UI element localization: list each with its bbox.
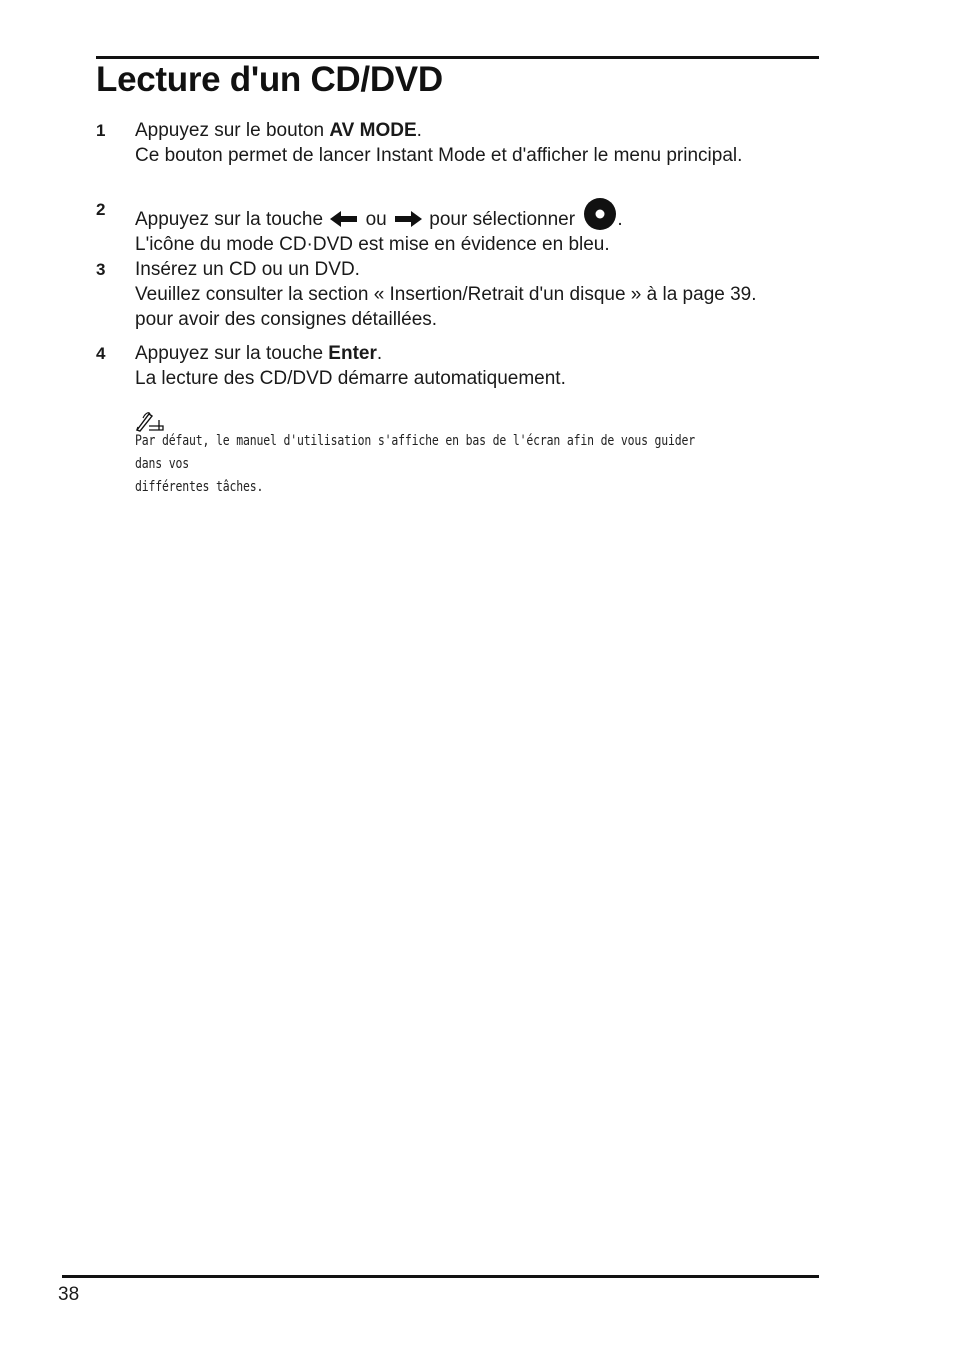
step-text: pour sélectionner	[429, 209, 576, 230]
note-line: Par défaut, le manuel d'utilisation s'affiche en bas de l'écran afin de vous guider dans vos	[135, 433, 696, 472]
step-line: L'icône du mode CD·DVD est mise en évidence en bleu.	[135, 234, 610, 255]
step-line: Insérez un CD ou un DVD.	[135, 259, 360, 280]
step-line: pour avoir des consignes détaillées.	[135, 309, 438, 330]
note-pencil-icon	[135, 410, 167, 432]
step-line	[135, 341, 566, 366]
step-text: Appuyez sur le bouton	[135, 120, 330, 141]
step-text: Appuyez sur la touche	[135, 209, 324, 230]
step-body	[135, 118, 742, 168]
left-arrow-icon	[330, 211, 358, 227]
step-text: Appuyez sur la touche	[135, 343, 329, 364]
enter-key-label: Enter	[328, 343, 377, 364]
step-line: La lecture des CD/DVD démarre automatiquement.	[135, 368, 566, 389]
step-number: 3	[96, 260, 106, 279]
step-line	[135, 197, 623, 232]
bottom-rule	[62, 1275, 819, 1278]
page-title: Lecture d'un CD/DVD	[96, 60, 443, 99]
right-arrow-icon	[394, 211, 422, 227]
av-mode-label: AV MODE	[329, 120, 417, 141]
step-number: 1	[96, 121, 106, 140]
step-text: .	[617, 209, 623, 230]
step-text: .	[416, 120, 422, 141]
step-line	[135, 118, 742, 143]
page-number: 38	[58, 1284, 80, 1305]
top-rule	[96, 56, 819, 59]
step-number: 2	[96, 200, 106, 219]
step-line: Veuillez consulter la section « Insertion/Retrait d'un disque » à la page 39.	[135, 284, 757, 305]
step-body	[135, 197, 623, 257]
step-body	[135, 341, 566, 391]
step-number: 4	[96, 344, 106, 363]
step-line: Ce bouton permet de lancer Instant Mode et d'afficher le menu principal.	[135, 145, 743, 166]
note-line: différentes tâches.	[135, 479, 264, 495]
disc-icon	[583, 197, 617, 231]
step-text: .	[376, 343, 383, 364]
step-text: ou	[365, 209, 387, 230]
note-text	[135, 430, 701, 499]
step-body	[135, 257, 757, 332]
